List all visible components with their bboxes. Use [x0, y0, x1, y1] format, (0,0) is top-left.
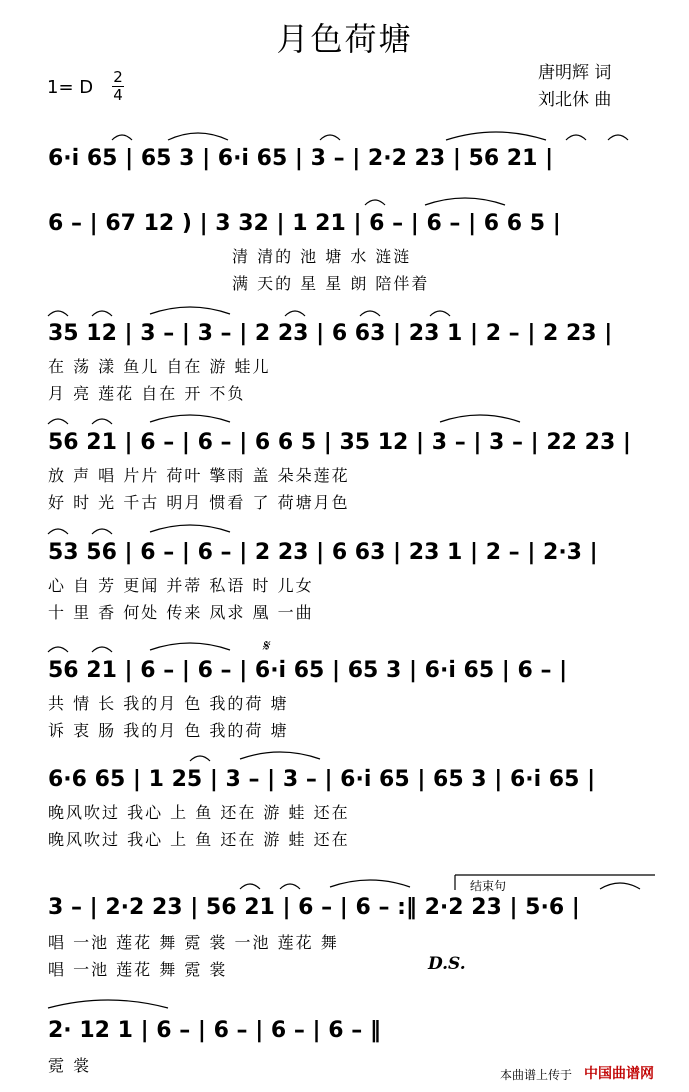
slur-mark	[440, 415, 520, 422]
slur-mark	[150, 415, 230, 422]
lyrics-line-7-verse-1: 晚风吹过 我心 上 鱼 还在 游 蛙 还在	[48, 803, 350, 822]
lyricist: 唐明辉 词	[538, 63, 612, 83]
slur-mark	[150, 525, 230, 532]
slur-mark	[330, 880, 410, 887]
lyrics-line-4-verse-1: 放 声 唱 片片 荷叶 擎雨 盖 朵朵莲花	[48, 466, 350, 485]
slur-mark	[48, 311, 68, 316]
score-line-5: 53 56 | 6 – | 6 – | 2 23 | 6 63 | 23 1 | 2 – | 2·3 |	[48, 540, 598, 565]
slur-mark	[150, 643, 230, 650]
site-logo: 中国曲谱网	[584, 1066, 654, 1082]
slur-mark	[425, 198, 505, 205]
slur-mark	[92, 311, 112, 316]
lyrics-line-2-verse-2: 满 天的 星 星 朗 陪伴着	[232, 274, 430, 293]
footer-text: 本曲谱上传于	[500, 1068, 573, 1082]
lyrics-line-3-verse-2: 月 亮 莲花 自在 开 不负	[48, 384, 246, 403]
slur-mark	[168, 133, 228, 140]
slur-mark	[240, 752, 320, 759]
lyrics-line-6-verse-1: 共 情 长 我的月 色 我的荷 塘	[48, 694, 289, 713]
dal-segno-mark: D.S.	[428, 954, 466, 974]
slur-mark	[48, 1000, 168, 1008]
ending-label: 结束句	[470, 879, 507, 893]
lyrics-line-2-verse-1: 清 清的 池 塘 水 涟涟	[232, 247, 412, 266]
lyrics-line-4-verse-2: 好 时 光 千古 明月 惯看 了 荷塘月色	[48, 493, 350, 512]
composer: 刘北休 曲	[538, 90, 612, 110]
slur-mark	[430, 311, 450, 316]
slur-mark	[240, 884, 260, 889]
slur-mark	[48, 647, 68, 652]
slur-mark	[566, 135, 586, 140]
score-line-3: 35 12 | 3 – | 3 – | 2 23 | 6 63 | 23 1 | 2 – | 2 23 |	[48, 321, 613, 346]
lyrics-line-8-verse-2: 唱 一池 莲花 舞 霓 裳	[48, 960, 228, 979]
slur-mark	[285, 311, 305, 316]
score-line-7: 6·6 65 | 1 25 | 3 – | 3 – | 6·i̇ 65 | 65 3 | 6·i̇ 65 |	[48, 767, 596, 792]
lyrics-line-5-verse-2: 十 里 香 何处 传来 凤求 凰 一曲	[48, 603, 314, 622]
lyrics-line-9-verse-1: 霓 裳	[48, 1056, 92, 1075]
score-line-9: 2· 12 1 | 6 – | 6 – | 6 – | 6 – ‖	[48, 1018, 381, 1043]
segno-mark: 𝄋	[262, 636, 269, 655]
key-signature: 1= D	[47, 77, 94, 98]
lyrics-line-7-verse-2: 晚风吹过 我心 上 鱼 还在 游 蛙 还在	[48, 830, 350, 849]
song-title: 月色荷塘	[276, 20, 413, 58]
slur-mark	[48, 419, 68, 424]
slur-mark	[112, 135, 132, 140]
slur-mark	[92, 419, 112, 424]
slur-mark	[190, 756, 210, 761]
slur-mark	[48, 529, 68, 534]
slur-mark	[360, 311, 380, 316]
lyrics-line-6-verse-2: 诉 衷 肠 我的月 色 我的荷 塘	[48, 721, 289, 740]
lyrics-line-3-verse-1: 在 荡 漾 鱼儿 自在 游 蛙儿	[48, 357, 271, 376]
slur-mark	[600, 883, 640, 889]
score-line-4: 56 21 | 6 – | 6 – | 6 6 5 | 35 12 | 3 – | 3 – | 22 23 |	[48, 430, 631, 455]
slur-mark	[92, 647, 112, 652]
slur-mark	[446, 132, 546, 140]
time-signature-bottom: 4	[113, 86, 123, 104]
lyrics-line-8-verse-1: 唱 一池 莲花 舞 霓 裳 一池 莲花 舞	[48, 933, 339, 952]
slur-mark	[608, 135, 628, 140]
score-line-1: 6·i̇ 65 | 65 3 | 6·i̇ 65 | 3 – | 2·2 23 | 56 21 |	[48, 146, 554, 171]
score-line-8: 3 – | 2·2 23 | 56 21 | 6 – | 6 – :‖ 2·2 23 | 5·6 |	[48, 895, 580, 920]
slur-mark	[320, 135, 340, 140]
slur-mark	[92, 529, 112, 534]
slur-mark	[365, 200, 385, 205]
score-line-6: 56 21 | 6 – | 6 – | 6·i̇ 65 | 65 3 | 6·i̇ 65 | 6 – |	[48, 658, 568, 683]
slur-mark	[150, 307, 230, 314]
slur-mark	[280, 884, 300, 889]
score-line-2: 6 – | 67 12 ) | 3 32 | 1 21 | 6 – | 6 – | 6 6 5 |	[48, 211, 561, 236]
time-signature-top: 2	[113, 68, 123, 86]
lyrics-line-5-verse-1: 心 自 芳 更闻 并蒂 私语 时 儿女	[48, 576, 314, 595]
